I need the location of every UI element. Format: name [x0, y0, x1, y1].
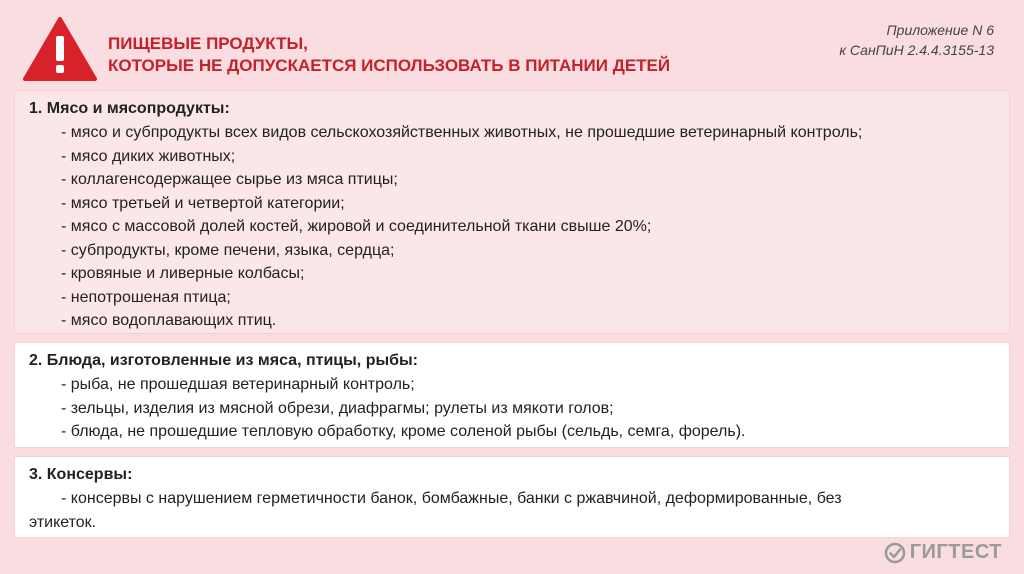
list-item: этикеток.: [29, 513, 97, 531]
check-circle-icon: [884, 542, 906, 564]
warning-triangle-icon: [22, 16, 98, 82]
appendix-reference: [839, 20, 994, 60]
page-title: [108, 33, 670, 77]
section-heading: 1. Мясо и мясопродукты:: [29, 100, 230, 117]
list-item: - мясо диких животных;: [61, 147, 236, 165]
logo-text: ГИГТЕСТ: [909, 541, 1002, 563]
list-item: - мясо третьей и четвертой категории;: [61, 194, 345, 212]
list-item: - рыба, не прошедшая ветеринарный контроль;: [61, 376, 415, 393]
list-item: - мясо и субпродукты всех видов сельскохозяйственных животных, не прошедшие ветеринарный контроль;: [61, 124, 863, 141]
logo: [884, 541, 1002, 564]
section-heading: 2. Блюда, изготовленные из мяса, птицы, рыбы:: [29, 352, 419, 369]
section-heading: 3. Консервы:: [29, 466, 133, 483]
list-item: - блюда, не прошедшие тепловую обработку, кроме соленой рыбы (сельдь, семга, форель).: [61, 423, 746, 440]
appendix-line-2: к СанПиН 2.4.4.3155-13: [839, 42, 994, 58]
title-line-2: КОТОРЫЕ НЕ ДОПУСКАЕТСЯ ИСПОЛЬЗОВАТЬ В ПИТАНИИ ДЕТЕЙ: [108, 56, 671, 75]
section-meat: [14, 90, 1010, 334]
list-item: - субпродукты, кроме печени, языка, сердца;: [61, 241, 395, 259]
list-item: - мясо водоплавающих птиц.: [61, 312, 277, 329]
list-item: - зельцы, изделия из мясной обрези, диафрагмы; рулеты из мякоти голов;: [61, 399, 614, 417]
appendix-line-1: Приложение N 6: [886, 22, 994, 38]
section-list: [29, 373, 997, 444]
list-item: - мясо с массовой долей костей, жировой и соединительной ткани свыше 20%;: [61, 218, 652, 235]
section-canned: [14, 456, 1010, 538]
list-item: - непотрошеная птица;: [61, 288, 231, 306]
list-item: - консервы с нарушением герметичности банок, бомбажные, банки с ржавчиной, деформированные, без: [61, 490, 842, 507]
section-list: [29, 487, 997, 534]
list-item: - коллагенсодержащее сырье из мяса птицы;: [61, 171, 398, 188]
section-list: [29, 121, 997, 333]
section-dishes: [14, 342, 1010, 448]
title-line-1: ПИЩЕВЫЕ ПРОДУКТЫ,: [108, 34, 308, 53]
list-item: - кровяные и ливерные колбасы;: [61, 265, 305, 282]
header: [0, 0, 1024, 90]
